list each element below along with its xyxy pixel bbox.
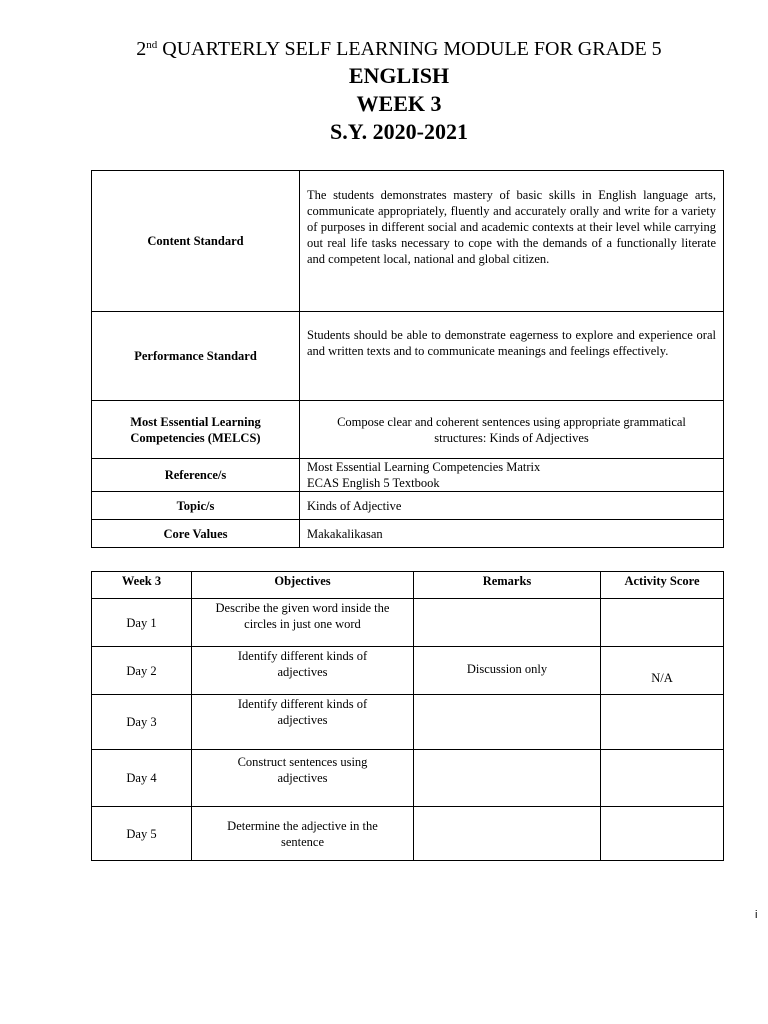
schedule-row-day-4 [92, 750, 724, 807]
remarks-text: Discussion only [466, 661, 548, 676]
remarks-cell [414, 695, 601, 750]
schedule-header-row [92, 572, 724, 599]
day-label: Day 3 [92, 695, 192, 750]
header-remarks: Remarks [414, 572, 601, 599]
quarter-suffix: nd [146, 39, 158, 51]
quarter-number: 2 [136, 38, 147, 60]
core-values-label: Core Values [92, 520, 300, 548]
topics-value: Kinds of Adjective [300, 492, 724, 520]
topics-label: Topic/s [92, 492, 300, 520]
day-label: Day 1 [92, 599, 192, 647]
melcs-value: Compose clear and coherent sentences using appropriate grammatical structures: Kinds of Adjectives [300, 401, 724, 459]
objective-cell [192, 599, 414, 647]
header-objectives: Objectives [192, 572, 414, 599]
melcs-label: Most Essential Learning Competencies (MELCS) [92, 401, 300, 459]
core-values-value: Makakalikasan [300, 520, 724, 548]
standards-row-core-values [92, 520, 724, 548]
score-cell [601, 599, 724, 647]
header-week: Week 3 [92, 572, 192, 599]
content-standard-value: The students demonstrates mastery of basic skills in English language arts, communicate appropriately, fluently and accurately orally and write for a variety of purposes in different social and academic contexts at their level while carrying out real life tasks necessary to cope with the demands of a functionally literate and competent local, national and global citizen. [300, 171, 724, 312]
schedule-table [91, 571, 724, 861]
references-value [300, 459, 724, 492]
standards-row-melcs [92, 401, 724, 459]
score-cell [601, 807, 724, 861]
module-title [30, 36, 768, 62]
objective-cell [192, 750, 414, 807]
school-year-title: S.Y. 2020-2021 [330, 119, 468, 144]
objective-cell [192, 807, 414, 861]
performance-standard-value: Students should be able to demonstrate eagerness to explore and experience oral and written texts and to communicate meanings and feelings effectively. [300, 312, 724, 401]
module-title-text: QUARTERLY SELF LEARNING MODULE FOR GRADE 5 [157, 38, 662, 60]
standards-row-topics [92, 492, 724, 520]
week-title: WEEK 3 [356, 91, 442, 116]
standards-row-content [92, 171, 724, 312]
schedule-row-day-3 [92, 695, 724, 750]
performance-standard-label: Performance Standard [92, 312, 300, 401]
reference-item: Most Essential Learning Competencies Matrix [307, 460, 541, 474]
score-text: N/A [651, 670, 673, 685]
objective-text: Identify different kinds of adjectives [237, 697, 368, 727]
remarks-cell [414, 647, 601, 695]
remarks-cell [414, 807, 601, 861]
score-cell [601, 647, 724, 695]
schedule-row-day-1 [92, 599, 724, 647]
subject-title: ENGLISH [348, 63, 450, 88]
schedule-row-day-5 [92, 807, 724, 861]
objective-text: Determine the adjective in the sentence [227, 818, 378, 849]
reference-item: ECAS English 5 Textbook [307, 476, 440, 490]
remarks-cell [414, 599, 601, 647]
module-header [0, 36, 768, 146]
standards-row-performance [92, 312, 724, 401]
references-label: Reference/s [92, 459, 300, 492]
score-cell [601, 695, 724, 750]
standards-row-references [92, 459, 724, 492]
objective-text: Identify different kinds of adjectives [237, 649, 368, 679]
day-label: Day 5 [92, 807, 192, 861]
standards-table [91, 170, 724, 548]
score-cell [601, 750, 724, 807]
objective-text: Describe the given word inside the circles in just one word [215, 601, 390, 631]
day-label: Day 4 [92, 750, 192, 807]
header-activity-score: Activity Score [601, 572, 724, 599]
schedule-row-day-2 [92, 647, 724, 695]
content-standard-label: Content Standard [92, 171, 300, 312]
objective-text: Construct sentences using adjectives [237, 755, 368, 785]
objective-cell [192, 695, 414, 750]
objective-cell [192, 647, 414, 695]
day-label: Day 2 [92, 647, 192, 695]
page-number: i [755, 909, 758, 921]
remarks-cell [414, 750, 601, 807]
